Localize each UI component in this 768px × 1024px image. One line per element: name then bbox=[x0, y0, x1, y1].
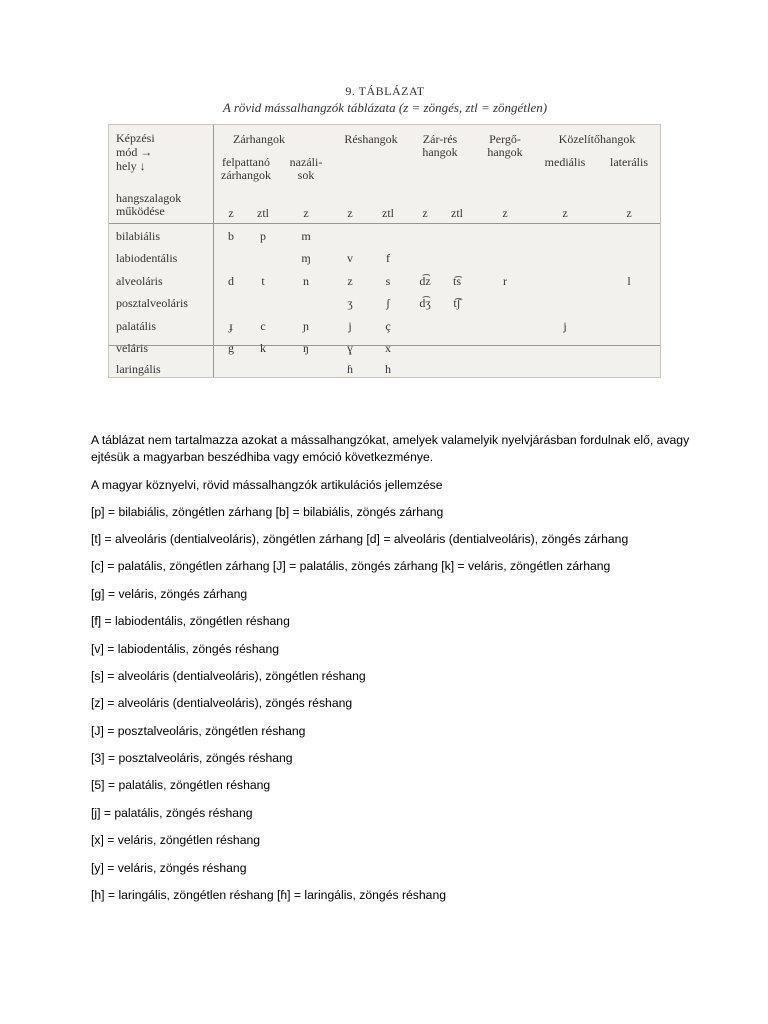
paragraph-line: [t] = alveoláris (dentialveoláris), zöngétlen zárhang [d] = alveoláris (dentialveoláris), zöngés zárhang bbox=[91, 532, 629, 546]
voicing-label: z bbox=[303, 206, 309, 220]
voicing-label: z bbox=[626, 206, 632, 220]
table-cell: ɟ bbox=[229, 319, 233, 333]
paragraph-line: [f] = labiodentális, zöngétlen réshang bbox=[91, 614, 290, 628]
table-divider-horizontal bbox=[109, 223, 660, 224]
corner-label-4: hangszalagok bbox=[116, 191, 182, 205]
row-label-labiodentalis: labiodentális bbox=[116, 251, 178, 265]
table-cell: d͡ʒ bbox=[419, 296, 431, 310]
paragraph-line: [j] = palatális, zöngés réshang bbox=[91, 806, 253, 820]
paragraph-line: [J] = posztalveoláris, zöngétlen réshang bbox=[91, 724, 306, 738]
paragraph-line: [h] = laringális, zöngétlen réshang [ɦ] = laringális, zöngés réshang bbox=[91, 888, 447, 902]
table-cell: j bbox=[563, 319, 567, 333]
table-cell: v bbox=[347, 251, 353, 265]
table-cell: h bbox=[385, 362, 391, 376]
row-label-bilabialis: bilabiális bbox=[116, 229, 160, 243]
voicing-label: ztl bbox=[451, 206, 463, 220]
row-label-alveolaris: alveoláris bbox=[116, 274, 163, 288]
table-cell: ç bbox=[385, 319, 391, 333]
row-label-velaris: veláris bbox=[116, 341, 148, 355]
table-cell: ŋ bbox=[303, 341, 309, 355]
table-cell: ɲ bbox=[303, 319, 309, 333]
table-cell: ɣ bbox=[347, 341, 353, 355]
table-cell: k bbox=[260, 341, 266, 355]
paragraph-line: [c] = palatális, zöngétlen zárhang [J] = palatális, zöngés zárhang [k] = veláris, zöngétlen zárhang bbox=[91, 559, 611, 573]
group-header-reshangok: Réshangok bbox=[344, 132, 398, 146]
table-cell: t͡s bbox=[452, 274, 462, 288]
paragraph-line: [v] = labiodentális, zöngés réshang bbox=[91, 642, 280, 656]
subheader-nazalis: nazáli- sok bbox=[289, 155, 323, 182]
table-cell: x bbox=[385, 341, 391, 355]
voicing-label: ztl bbox=[382, 206, 394, 220]
table-cell: g bbox=[228, 341, 234, 355]
table-cell: ʃ bbox=[386, 296, 390, 310]
paragraph-line: [5] = palatális, zöngétlen réshang bbox=[91, 778, 271, 792]
row-label-palatalis: palatális bbox=[116, 319, 156, 333]
table-cell: d bbox=[228, 274, 234, 288]
subheader-lateralis: laterális bbox=[610, 155, 648, 169]
voicing-label: z bbox=[562, 206, 568, 220]
paragraph-line: [s] = alveoláris (dentialveoláris), zöngétlen réshang bbox=[91, 669, 366, 683]
subheader-medialis: mediális bbox=[544, 155, 586, 169]
voicing-label: z bbox=[347, 206, 353, 220]
voicing-label: z bbox=[422, 206, 428, 220]
group-header-pergo: Pergő- hangok bbox=[487, 132, 523, 159]
voicing-label: ztl bbox=[257, 206, 269, 220]
table-cell: n bbox=[303, 274, 309, 288]
paragraph-line: [z] = alveoláris (dentialveoláris), zöngés réshang bbox=[91, 696, 353, 710]
paragraph-line: [y] = veláris, zöngés réshang bbox=[91, 861, 247, 875]
group-header-zarhangok: Zárhangok bbox=[233, 132, 285, 146]
group-header-zarres: Zár-rés hangok bbox=[422, 132, 458, 159]
consonant-table-image bbox=[108, 124, 661, 378]
paragraph-line: [p] = bilabiális, zöngétlen zárhang [b] = bilabiális, zöngés zárhang bbox=[91, 505, 444, 519]
paragraph-line: [3] = posztalveoláris, zöngés réshang bbox=[91, 751, 293, 765]
paragraph-heading: A magyar köznyelvi, rövid mássalhangzók artikulációs jellemzése bbox=[91, 478, 443, 492]
table-subtitle: A rövid mássalhangzók táblázata (z = zöngés, ztl = zöngétlen) bbox=[222, 100, 548, 115]
corner-label-2: mód → bbox=[116, 145, 153, 159]
table-cell: c bbox=[260, 319, 266, 333]
row-label-posztalveolaris: posztalveoláris bbox=[116, 296, 188, 310]
table-cell: t͡ʃ bbox=[453, 296, 461, 310]
table-cell: l bbox=[627, 274, 631, 288]
paragraph-line: [g] = veláris, zöngés zárhang bbox=[91, 587, 248, 601]
table-cell: f bbox=[386, 251, 390, 265]
corner-label-3: hely ↓ bbox=[116, 159, 146, 173]
voicing-label: z bbox=[502, 206, 508, 220]
table-number: 9. TÁBLÁZAT bbox=[345, 84, 425, 98]
paragraph-line: [x] = veláris, zöngétlen réshang bbox=[91, 833, 261, 847]
table-cell: p bbox=[260, 229, 266, 243]
table-cell: m bbox=[301, 229, 311, 243]
group-header-kozelito: Közelítőhangok bbox=[558, 132, 636, 146]
table-cell: b bbox=[228, 229, 234, 243]
table-cell: ʒ bbox=[347, 296, 353, 310]
table-cell: j bbox=[348, 319, 352, 333]
corner-label-5: működése bbox=[116, 204, 165, 218]
paragraph-intro: A táblázat nem tartalmazza azokat a mássalhangzókat, amelyek valamelyik nyelvjárásban fordulnak elő, avagy ejtésük a magyarban beszédhiba vagy emóció következménye. bbox=[91, 433, 690, 464]
subheader-felpattano: felpattanó zárhangok bbox=[221, 155, 271, 182]
voicing-label: z bbox=[228, 206, 234, 220]
table-cell: t bbox=[261, 274, 265, 288]
table-cell: s bbox=[385, 274, 391, 288]
row-label-laringalis: laringális bbox=[116, 362, 161, 376]
table-cell: ɱ bbox=[301, 251, 311, 265]
table-caption bbox=[110, 84, 660, 116]
table-cell: z bbox=[347, 274, 353, 288]
table-cell: r bbox=[503, 274, 507, 288]
table-cell: ɦ bbox=[347, 362, 353, 376]
table-cell: d͡z bbox=[419, 274, 431, 288]
corner-label-1: Képzési bbox=[116, 131, 155, 145]
